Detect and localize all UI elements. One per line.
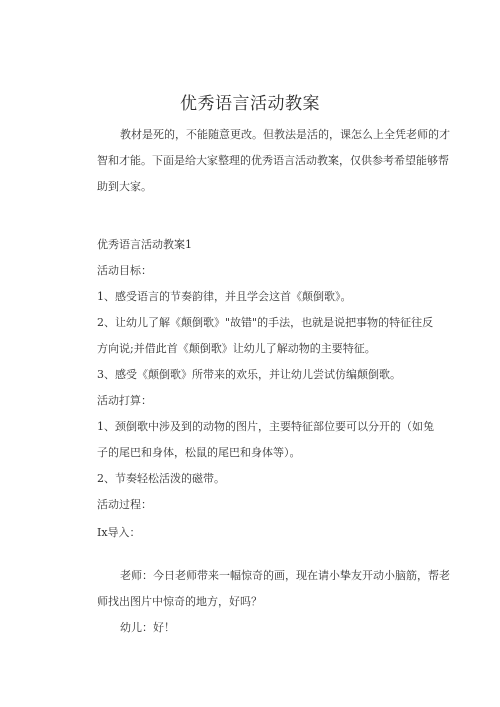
dialogue-line-1: 老师：今日老师带来一幅惊奇的画，现在请小挚友开动小脑筋，帮老	[120, 569, 450, 582]
goal-item-1: 1、感受语言的节奏韵律，并且学会这首《颠倒歌》。	[97, 290, 352, 303]
dialogue-line-2: 师找出图片中惊奇的地方，好吗？	[97, 595, 262, 608]
prep-heading: 活动打算：	[97, 394, 152, 407]
intro-line-1: 教材是死的，不能随意更改。但教法是活的，课怎么上全凭老师的才	[120, 128, 450, 141]
goal-item-2-cont: 方向说;并借此首《颠倒歌》让幼儿了解动物的主要特征。	[97, 342, 376, 355]
process-subheading: Ix导入：	[97, 526, 141, 539]
goals-heading: 活动目标：	[97, 264, 152, 277]
goal-item-2: 2、让幼儿了解《颠倒歌》"故错"的手法，也就是说把事物的特征往反	[97, 316, 434, 329]
prep-item-2: 2、节奏轻松活泼的磁带。	[97, 472, 225, 485]
intro-line-2: 智和才能。下面是给大家整理的优秀语言活动教案，仅供参考希望能够帮	[97, 154, 449, 167]
goal-item-3: 3、感受《颠倒歌》所带来的欢乐，并让幼儿尝试仿编颠倒歌。	[97, 368, 401, 381]
process-heading: 活动过程：	[97, 498, 152, 511]
prep-item-1: 1、颈倒歌中涉及到的动物的图片，主要特征部位要可以分开的（如兔	[97, 420, 434, 433]
section-heading: 优秀语言活动教案1	[97, 238, 192, 251]
intro-line-3: 助到大家。	[97, 180, 152, 193]
prep-item-1-cont: 子的尾巴和身体，松鼠的尾巴和身体等）。	[97, 446, 301, 459]
page-title: 优秀语言活动教案	[180, 94, 320, 114]
dialogue-line-3: 幼儿：好！	[120, 621, 175, 634]
